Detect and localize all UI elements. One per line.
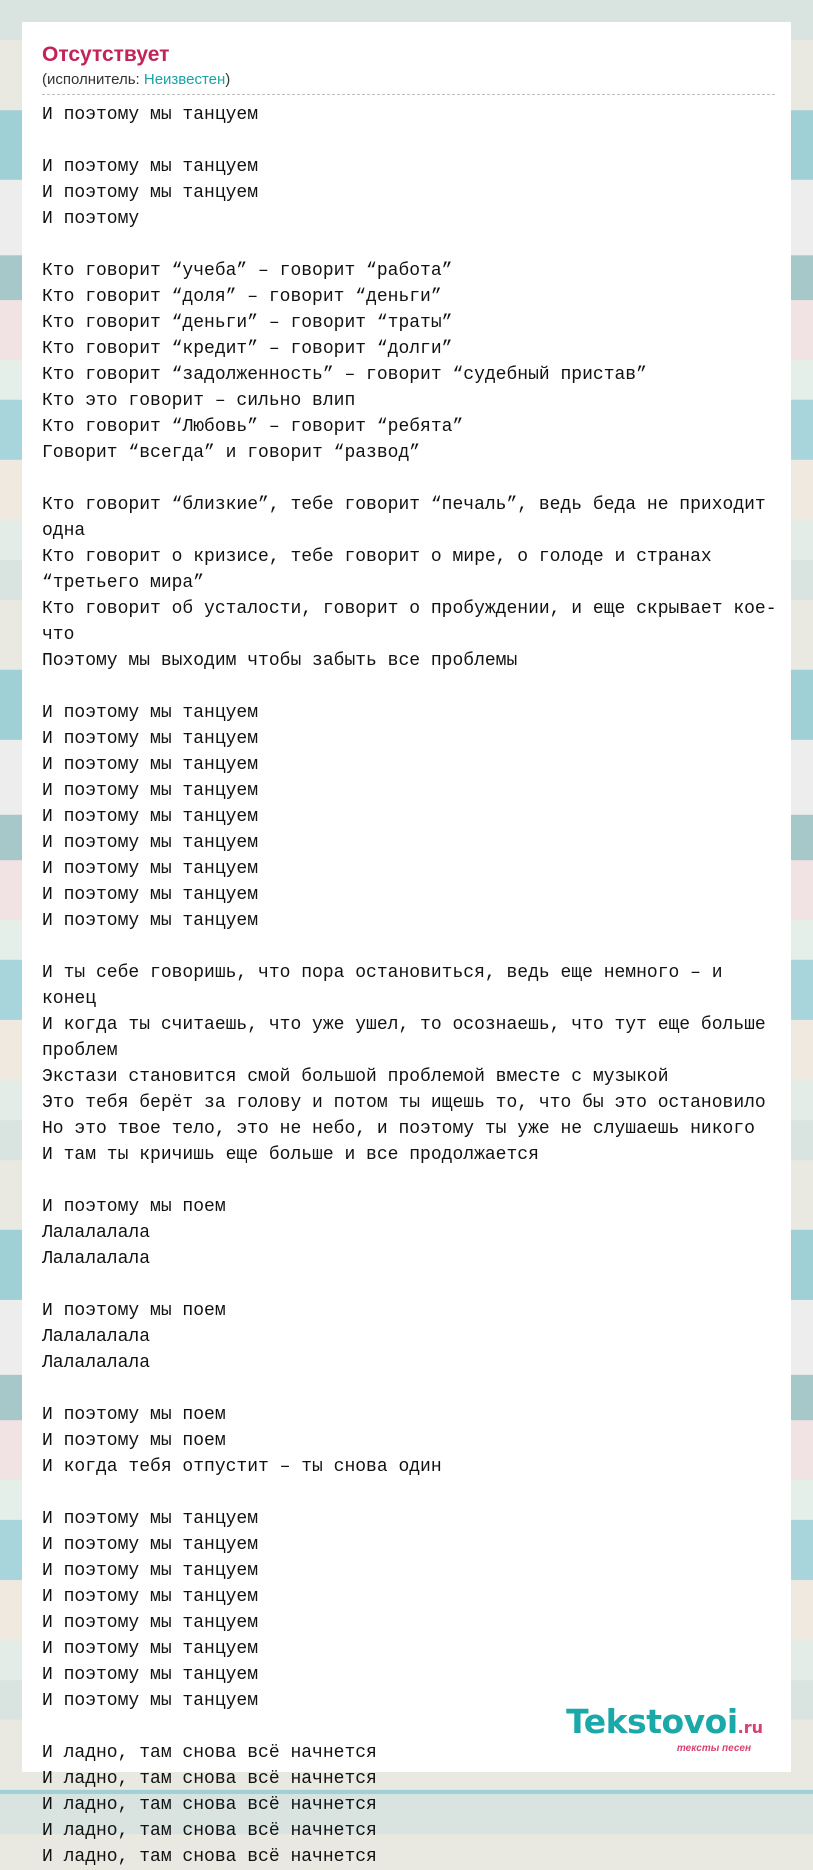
lyrics-card xyxy=(22,22,791,1867)
artist-suffix: ) xyxy=(225,71,231,88)
site-logo[interactable] xyxy=(566,1702,763,1754)
logo-tld: .ru xyxy=(737,1718,763,1737)
logo-tagline: тексты песен xyxy=(676,1743,751,1754)
artist-prefix: (исполнитель: xyxy=(42,71,144,88)
logo-name: Tekstovoi xyxy=(566,1702,738,1741)
artist-line xyxy=(42,70,775,95)
lyrics-text: И поэтому мы танцуем И поэтому мы танцуем И поэтому мы танцуем И поэтому Кто говорит “учеба” – говорит “работа” Кто говорит “доля” – говорит “деньги” Кто говорит “деньги” – говорит “траты” Кто говорит “кредит” – говорит “долги” Кто говорит “задолженность” – говорит “судебный пристав” Кто это говорит – сильно влип Кто говорит “Любовь” – говорит “ребята” Говорит “всегда” и говорит “развод” Кто говорит “близкие”, тебе говорит “печаль”, ведь беда не приходит одна Кто говорит о кризисе, тебе говорит о мире, о голоде и странах “третьего мира” Кто говорит об усталости, говорит о пробуждении, и еще скрывает кое-что Поэтому мы выходим чтобы забыть все проблемы И поэтому мы танцуем И поэтому мы танцуем И поэтому мы танцуем И поэтому мы танцуем И поэтому мы танцуем И поэтому мы танцуем И поэтому мы танцуем И поэтому мы танцуем И поэтому мы танцуем И ты себе говоришь, что пора остановиться, ведь еще немного – и конец И когда ты считаешь, что уже ушел, то осознаешь, что тут еще больше проблем Экстази становится смой большой проблемой вместе с музыкой Это тебя берёт за голову и потом ты ищешь то, что бы это остановило Но это твое тело, это не небо, и поэтому ты уже не слушаешь никого И там ты кричишь еще больше и все продолжается И поэтому мы поем Лалалалала Лалалалала И поэтому мы поем Лалалалала Лалалалала И поэтому мы поем И поэтому мы поем И когда тебя отпустит – ты снова один И поэтому мы танцуем И поэтому мы танцуем И поэтому мы танцуем И поэтому мы танцуем И поэтому мы танцуем И поэтому мы танцуем И поэтому мы танцуем И поэтому мы танцуем И ладно, там снова всё начнется И ладно, там снова всё начнется И ладно, там снова всё начнется И ладно, там снова всё начнется И ладно, там снова всё начнется xyxy=(42,105,777,1867)
song-header xyxy=(42,42,775,95)
song-title: Отсутствует xyxy=(42,43,170,66)
artist-link[interactable]: Неизвестен xyxy=(143,71,226,88)
logo-wordmark xyxy=(566,1702,763,1745)
